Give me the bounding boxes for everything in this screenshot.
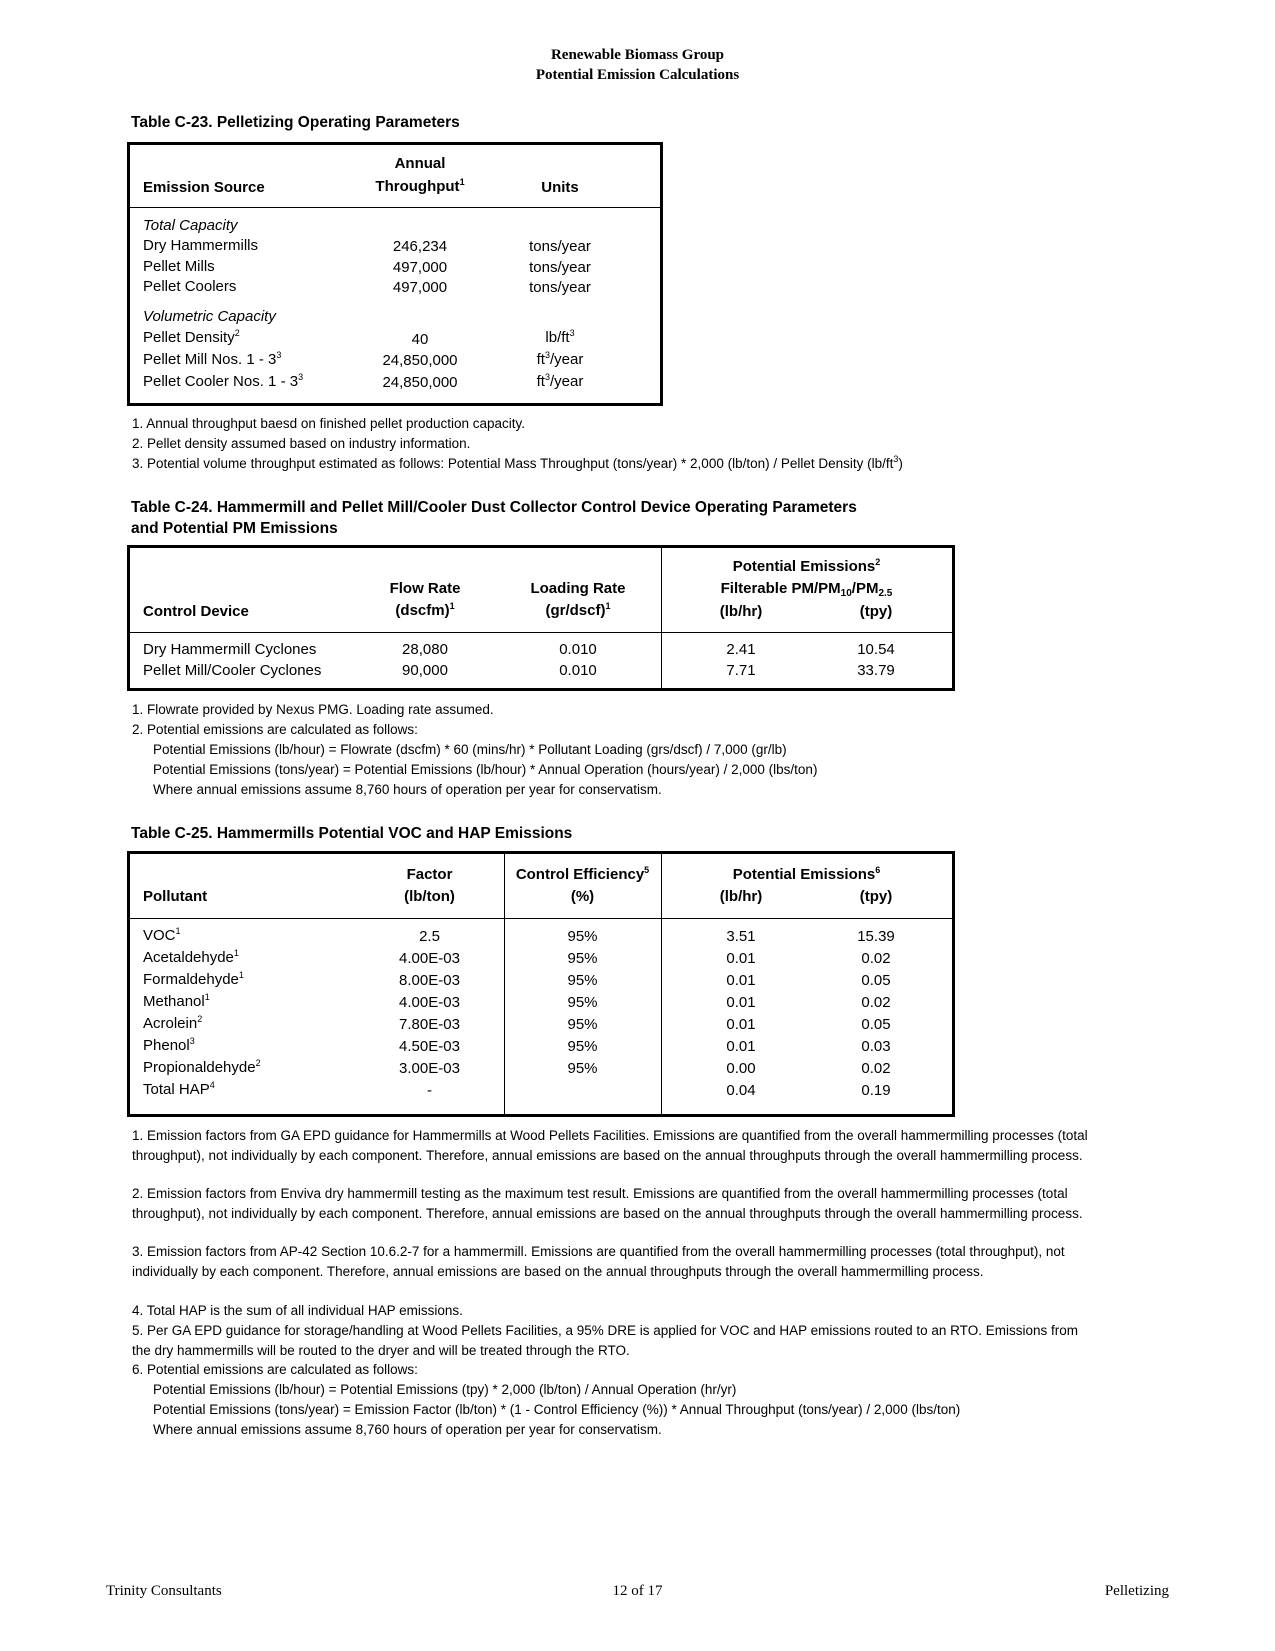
col-loading-unit: (gr/dscf)$^1$	[545, 601, 611, 619]
col-factor-unit: (lb/ton)	[404, 888, 455, 905]
table-cell: -	[427, 1082, 432, 1099]
table-cell: 28,080	[402, 641, 448, 658]
table-c24-formula-2: Potential Emissions (tons/year) = Potential Emissions (lb/hour) * Annual Operation (hours/year) / 2,000 (lbs/ton)	[153, 762, 818, 777]
footer-section: Pelletizing	[1104, 1583, 1169, 1599]
col-lb-hr: (lb/hr)	[719, 888, 763, 905]
table-cell: 0.19	[861, 1082, 891, 1099]
table-c25-note-5: 5. Per GA EPD guidance for storage/handling at Wood Pellets Facilities, a 95% DRE is applied for VOC and HAP emissions routed to an RTO. Emissions from the dry hammermills will be routed to the dryer and will be treated through the RTO.	[132, 1323, 1078, 1358]
col-tpy: (tpy)	[859, 888, 893, 905]
table-cell: 246,234	[392, 238, 448, 255]
table-c25-formula-1: Potential Emissions (lb/hour) = Potential Emissions (tpy) * 2,000 (lb/ton) / Annual Operation (hr/yr)	[153, 1382, 737, 1397]
footer-page-number: 12 of 17	[612, 1583, 663, 1599]
table-c24-note-1: 1. Flowrate provided by Nexus PMG. Loading rate assumed.	[132, 702, 494, 717]
table-cell: 90,000	[402, 662, 448, 679]
table-cell: 2.41	[726, 641, 756, 658]
table-cell: 0.010	[559, 662, 597, 679]
table-row: Total HAP$^4$	[143, 1080, 215, 1098]
table-cell: 4.00E-03	[399, 950, 460, 967]
table-c25-formula-2: Potential Emissions (tons/year) = Emission Factor (lb/ton) * (1 - Control Efficiency (%)) * Annual Throughput (tons/year) / 2,000 (lbs/ton)	[153, 1402, 961, 1417]
table-row: Dry Hammermill Cyclones	[143, 641, 317, 658]
table-row: Dry Hammermills	[143, 237, 258, 254]
table-cell: 15.39	[857, 928, 895, 945]
table-cell: 4.00E-03	[399, 994, 460, 1011]
col-flow-rate: Flow Rate	[389, 580, 461, 597]
table-c24-formula-3: Where annual emissions assume 8,760 hours of operation per year for conservatism.	[153, 782, 662, 797]
table-cell: 0.00	[726, 1060, 756, 1077]
table-c24-caption: Table C-24. Hammermill and Pellet Mill/Cooler Dust Collector Control Device Operating Parameters and Potential PM Emissions	[131, 499, 857, 537]
table-cell: 2.5	[419, 928, 440, 945]
col-pollutant: Pollutant	[143, 888, 208, 905]
table-cell: 0.02	[861, 950, 891, 967]
table-cell: 24,850,000	[382, 352, 458, 369]
table-cell: tons/year	[529, 238, 591, 255]
table-cell: 95%	[567, 950, 598, 967]
table-c25-formula-3: Where annual emissions assume 8,760 hours of operation per year for conservatism.	[153, 1422, 662, 1437]
table-c25-note-1: 1. Emission factors from GA EPD guidance for Hammermills at Wood Pellets Facilities. Emissions are quantified from the overall hammermilling processes (total throughput), not individually by each component. Therefore, annual emissions are based on the annual throughputs through the overall hammermilling process.	[132, 1128, 1088, 1163]
col-ce-unit: (%)	[570, 888, 595, 905]
table-cell: 95%	[567, 1016, 598, 1033]
table-cell: 24,850,000	[382, 374, 458, 391]
table-c24	[127, 545, 955, 691]
table-row: Acrolein$^2$	[143, 1014, 203, 1032]
table-cell: 0.05	[861, 1016, 891, 1033]
table-c25	[127, 851, 955, 1117]
footer-company: Trinity Consultants	[106, 1583, 222, 1599]
table-cell: tons/year	[529, 279, 591, 296]
col-control-device: Control Device	[143, 603, 249, 620]
document-title: Potential Emission Calculations	[535, 67, 740, 83]
table-row: Formaldehyde$^1$	[143, 970, 244, 988]
col-lb-hr: (lb/hr)	[719, 603, 763, 620]
table-c25-caption: Table C-25. Hammermills Potential VOC and HAP Emissions	[131, 825, 573, 842]
table-cell: 8.00E-03	[399, 972, 460, 989]
table-cell: 3.00E-03	[399, 1060, 460, 1077]
table-cell: 0.03	[861, 1038, 891, 1055]
table-cell: 0.01	[726, 1038, 756, 1055]
group-total-capacity: Total Capacity	[143, 217, 238, 234]
table-c23-note-1: 1. Annual throughput baesd on finished pellet production capacity.	[132, 416, 526, 431]
table-cell: 95%	[567, 972, 598, 989]
table-cell: 7.71	[726, 662, 756, 679]
table-row: Pellet Mill/Cooler Cyclones	[143, 662, 322, 679]
table-cell: 4.50E-03	[399, 1038, 460, 1055]
table-c25-note-2: 2. Emission factors from Enviva dry hammermill testing as the maximum test result. Emissions are quantified from the overall hammermilling processes (total throughput), not individually by each component. Therefore, annual emissions are based on the annual throughputs through the overall hammermilling process.	[132, 1186, 1083, 1221]
table-row: Pellet Cooler Nos. $1 - 3^3$	[143, 372, 304, 390]
table-c23-note-2: 2. Pellet density assumed based on industry information.	[132, 436, 471, 451]
table-cell: $ft^3$/year	[536, 350, 584, 368]
table-cell: 95%	[567, 1060, 598, 1077]
table-cell: tons/year	[529, 259, 591, 276]
table-cell: $lb/ft^3$	[545, 328, 575, 346]
col-filterable-pm: Filterable $PM/PM_{10}/PM_{2.5}$	[720, 580, 893, 599]
table-cell: 95%	[567, 994, 598, 1011]
table-cell: 0.010	[559, 641, 597, 658]
col-loading-rate: Loading Rate	[530, 580, 626, 597]
col-annual: Annual	[394, 155, 446, 172]
table-c25-note-3: 3. Emission factors from AP-42 Section 10.6.2-7 for a hammermill. Emissions are quantified from the overall hammermilling processes (total throughput), not individually by each component. Therefore, annual emissions are based on the annual throughputs through the overall hammermilling process.	[132, 1244, 1065, 1279]
table-row: Methanol$^1$	[143, 992, 210, 1010]
table-row: Acetaldehyde$^1$	[143, 948, 239, 966]
table-c23	[127, 142, 663, 406]
table-row: Propionaldehyde$^2$	[143, 1058, 261, 1076]
table-c24-formula-1: Potential Emissions (lb/hour) = Flowrate (dscfm) * 60 (mins/hr) * Pollutant Loading (grs/dscf) / 7,000 (gr/lb)	[153, 742, 787, 757]
table-cell: 0.01	[726, 994, 756, 1011]
company-name: Renewable Biomass Group	[550, 47, 725, 63]
table-row: Pellet Coolers	[143, 278, 237, 295]
table-c23-caption: Table C-23. Pelletizing Operating Parameters	[131, 114, 460, 131]
table-c25-note-6: 6. Potential emissions are calculated as follows:	[132, 1362, 418, 1377]
table-row: Phenol$^3$	[143, 1036, 195, 1054]
group-volumetric-capacity: Volumetric Capacity	[143, 308, 276, 325]
col-flow-unit: (dscfm)$^1$	[395, 601, 455, 619]
table-c24-note-2: 2. Potential emissions are calculated as follows:	[132, 722, 418, 737]
table-cell: 497,000	[392, 279, 448, 296]
table-cell: 0.01	[726, 972, 756, 989]
col-emission-source: Emission Source	[143, 179, 265, 196]
table-cell: $ft^3$/year	[536, 372, 584, 390]
table-cell: 10.54	[857, 641, 895, 658]
col-tpy: (tpy)	[859, 603, 893, 620]
col-throughput: Throughput$^1$	[375, 177, 465, 195]
col-units: Units	[541, 179, 579, 196]
col-potential-emissions: Potential Emissions$^6$	[732, 865, 881, 883]
table-cell: 0.04	[726, 1082, 756, 1099]
table-row: Pellet Density$^2$	[143, 328, 240, 346]
page-header	[0, 45, 1275, 85]
table-cell: 7.80E-03	[399, 1016, 460, 1033]
col-potential-emissions: Potential Emissions$^2$	[732, 557, 881, 575]
table-cell: 95%	[567, 1038, 598, 1055]
col-control-efficiency: Control Efficiency$^5$	[515, 865, 650, 883]
table-row: VOC$^1$	[143, 926, 181, 944]
table-cell: 95%	[567, 928, 598, 945]
table-cell: 0.05	[861, 972, 891, 989]
table-cell: 0.02	[861, 1060, 891, 1077]
col-factor: Factor	[406, 866, 453, 883]
table-c23-note-3: 3. Potential volume throughput estimated as follows: Potential Mass Throughput (tons/year) * 2,000 (lb/ton) / Pellet Density $(lb/ft^3)$	[132, 454, 903, 471]
table-cell: 40	[411, 331, 429, 348]
table-cell: 3.51	[726, 928, 756, 945]
table-cell: 0.01	[726, 1016, 756, 1033]
table-row: Pellet Mills	[143, 258, 215, 275]
table-cell: 0.02	[861, 994, 891, 1011]
table-c25-note-4: 4. Total HAP is the sum of all individual HAP emissions.	[132, 1303, 463, 1318]
table-cell: 0.01	[726, 950, 756, 967]
table-cell: 33.79	[857, 662, 895, 679]
table-row: Pellet Mill Nos. $1 - 3^3$	[143, 350, 282, 368]
table-cell: 497,000	[392, 259, 448, 276]
